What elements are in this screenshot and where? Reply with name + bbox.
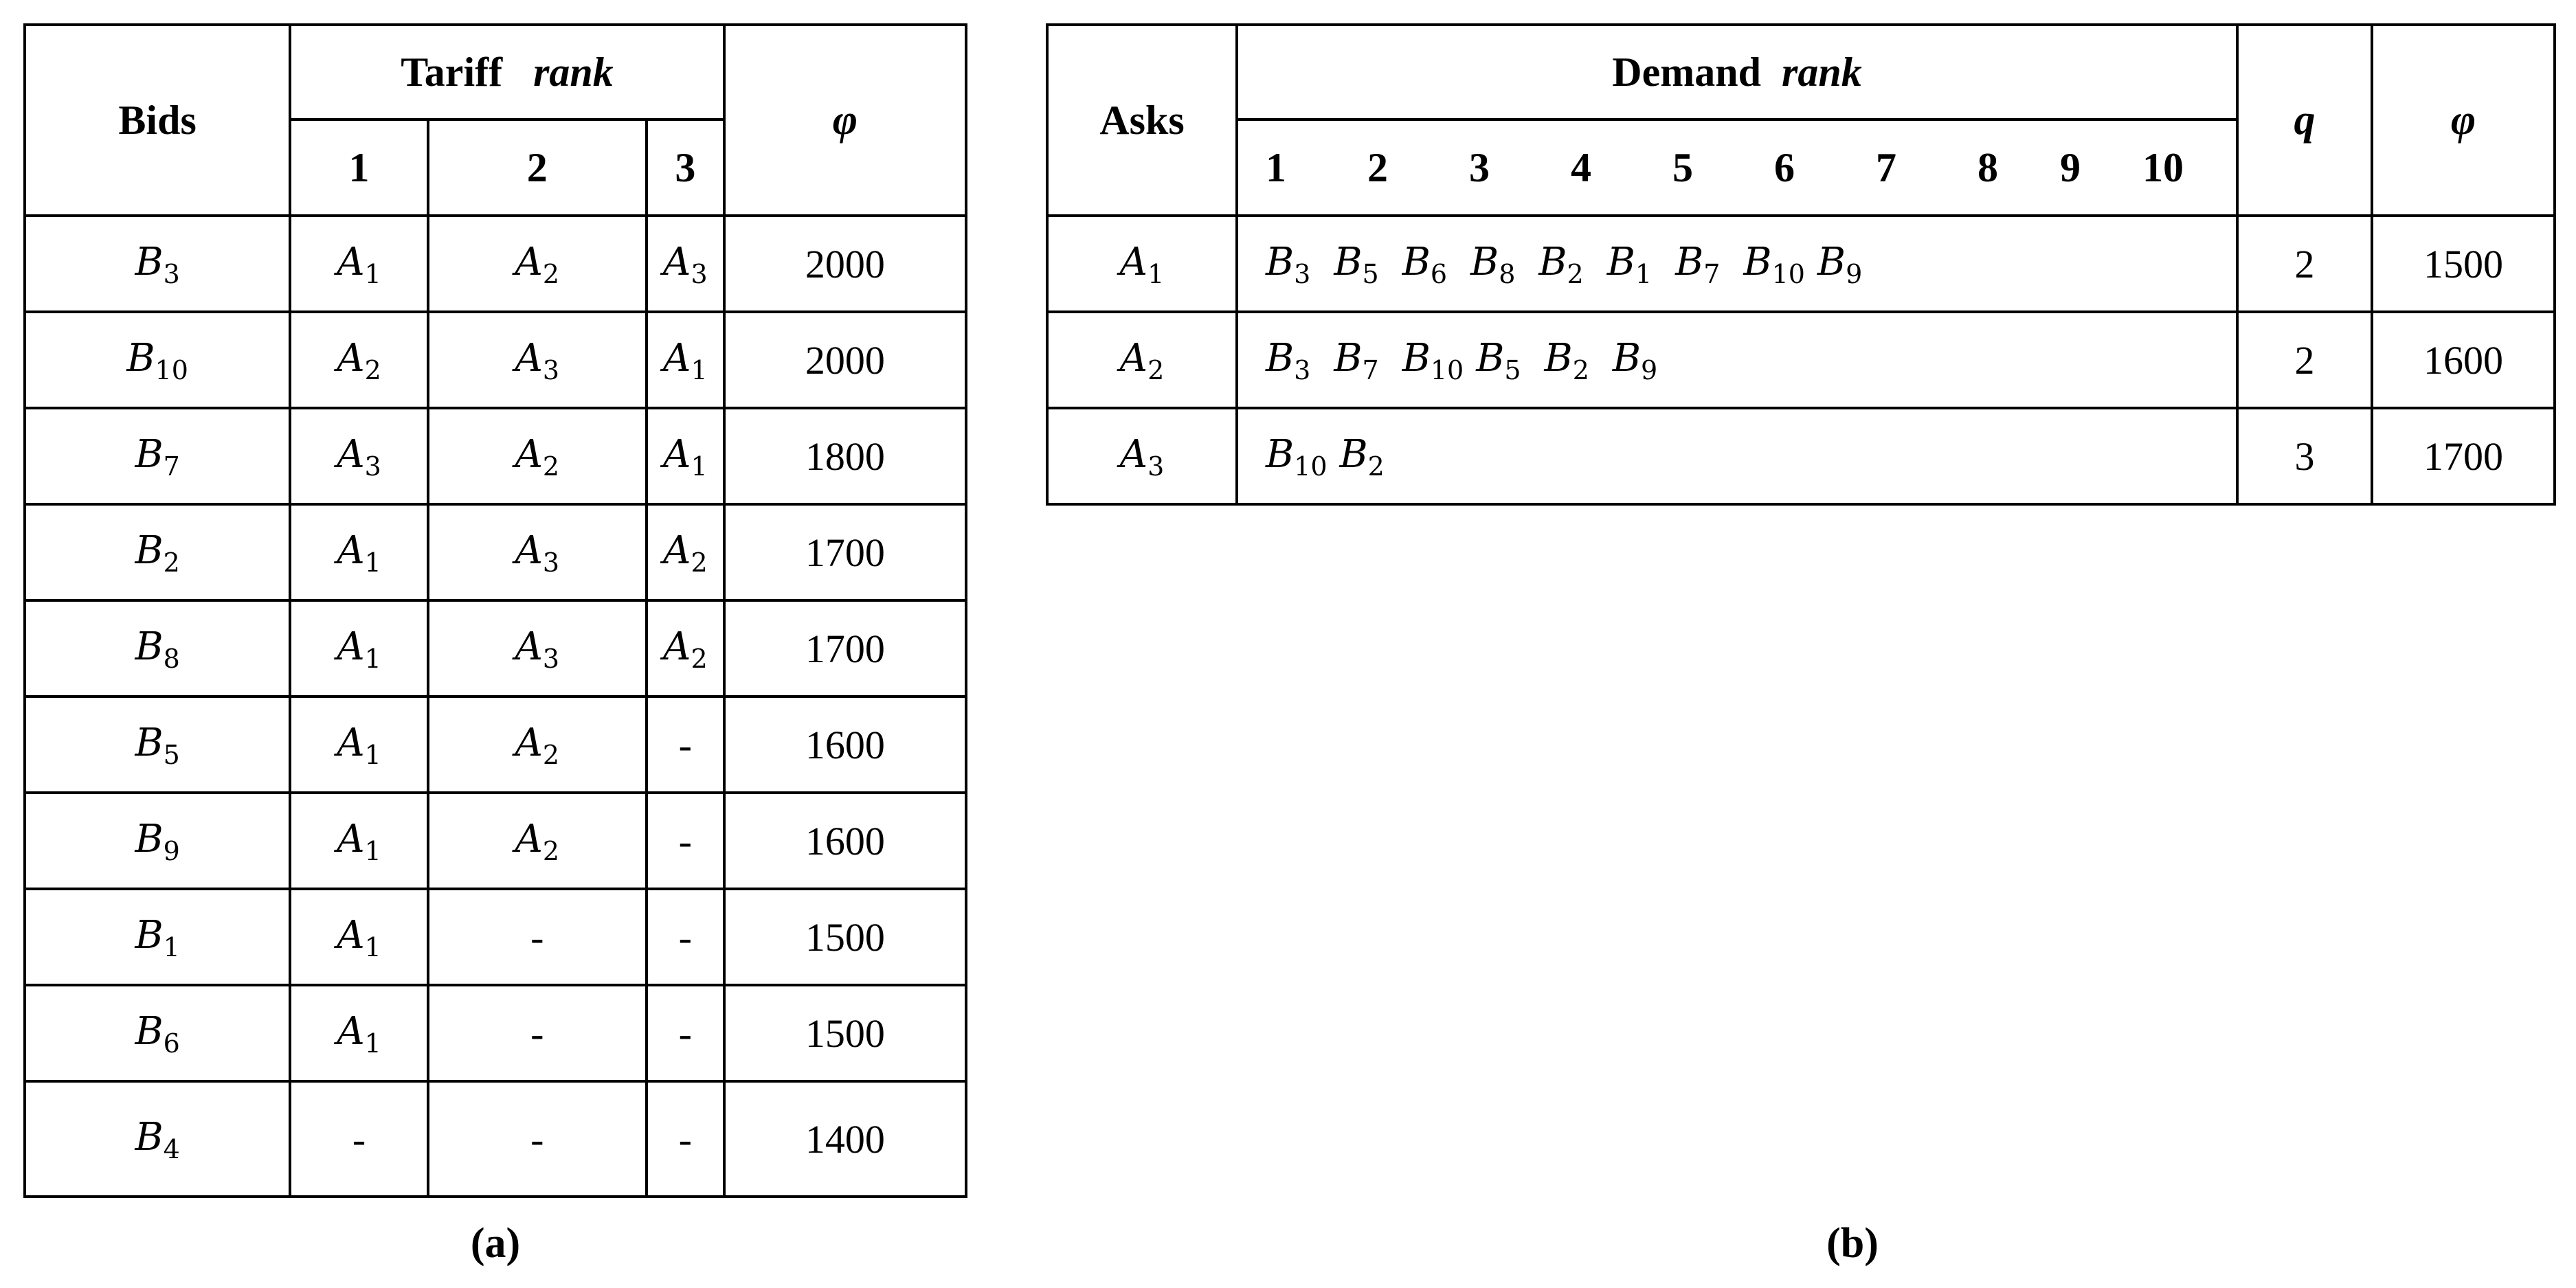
table-row [25, 504, 966, 600]
bids-header: Bids [25, 25, 290, 216]
rank-2-cell: - [428, 985, 647, 1081]
phi-cell: 1600 [2372, 312, 2555, 408]
rank-2-cell: - [428, 1081, 647, 1197]
rank-label: rank [1781, 49, 1862, 95]
demand-item-symbol: $B_3$ [1266, 336, 1311, 385]
rank-label: rank [533, 49, 614, 95]
phi-cell: 1700 [2372, 408, 2555, 504]
demand-rank-table [1046, 23, 2556, 506]
bid-cell [25, 408, 290, 504]
rank-1-cell-symbol: $A_1$ [337, 528, 381, 578]
tariff-rank-col-1: 1 [290, 120, 428, 216]
rank-2-cell [428, 793, 647, 889]
rank-1-cell-symbol: $A_2$ [337, 336, 381, 385]
rank-1-cell [290, 312, 428, 408]
q-cell: 3 [2237, 408, 2372, 504]
demand-list-cell [1237, 408, 2237, 504]
bid-cell-symbol: $B_3$ [135, 240, 180, 289]
rank-3-cell-symbol: $A_1$ [662, 336, 708, 385]
rank-1-cell-symbol: $A_1$ [337, 913, 381, 962]
rank-2-cell-symbol: $A_2$ [515, 432, 560, 482]
tariff-rank-col-2: 2 [428, 120, 647, 216]
phi-header: φ [724, 25, 966, 216]
rank-3-cell [647, 600, 724, 697]
demand-list-cell [1237, 216, 2237, 312]
bid-cell-symbol: $B_4$ [135, 1115, 180, 1164]
bid-cell-symbol: $B_2$ [135, 528, 180, 578]
bid-cell [25, 312, 290, 408]
phi-cell: 1600 [724, 793, 966, 889]
rank-3-cell [647, 216, 724, 312]
ask-symbol: $A_2$ [1119, 336, 1165, 385]
rank-3-cell: - [647, 985, 724, 1081]
bid-cell [25, 697, 290, 793]
rank-2-cell [428, 312, 647, 408]
bid-cell [25, 1081, 290, 1197]
demand-rank-col-5: 5 [1672, 144, 1693, 190]
phi-cell: 1600 [724, 697, 966, 793]
table-row [25, 312, 966, 408]
rank-3-cell-symbol: $A_2$ [662, 624, 708, 674]
demand-item-symbol: $B_2$ [1339, 432, 1385, 482]
bid-cell-symbol: $B_5$ [135, 721, 180, 770]
demand-rank-col-7: 7 [1876, 144, 1896, 190]
bid-cell [25, 216, 290, 312]
rank-2-cell [428, 504, 647, 600]
demand-rank-header [1237, 25, 2237, 120]
phi-cell: 1500 [724, 889, 966, 985]
rank-3-cell: - [647, 1081, 724, 1197]
demand-item-symbol: $B_9$ [1612, 336, 1658, 385]
rank-3-cell-symbol: $A_2$ [662, 528, 708, 578]
table-row [25, 600, 966, 697]
bid-cell-symbol: $B_8$ [135, 624, 180, 674]
tariff-rank-header [290, 25, 724, 120]
ask-symbol: $A_1$ [1119, 240, 1165, 289]
bid-cell-symbol: $B_{10}$ [126, 336, 188, 385]
phi-cell: 1700 [724, 600, 966, 697]
table-row [1047, 216, 2555, 312]
q-header: q [2237, 25, 2372, 216]
demand-item-symbol: $B_5$ [1476, 336, 1521, 385]
demand-rank-col-4: 4 [1571, 144, 1591, 190]
rank-3-cell [647, 408, 724, 504]
rank-1-cell [290, 504, 428, 600]
rank-1-cell-symbol: $A_1$ [337, 1009, 381, 1059]
rank-1-cell [290, 216, 428, 312]
bid-cell [25, 504, 290, 600]
rank-3-cell [647, 504, 724, 600]
demand-item-symbol: $B_7$ [1675, 240, 1721, 289]
rank-2-cell: - [428, 889, 647, 985]
demand-rank-col-9: 9 [2060, 144, 2081, 190]
tariff-rank-col-3: 3 [647, 120, 724, 216]
rank-1-cell: - [290, 1081, 428, 1197]
table-row [25, 216, 966, 312]
demand-rank-col-8: 8 [1978, 144, 1998, 190]
bid-cell [25, 985, 290, 1081]
table-row [25, 793, 966, 889]
table-row [1047, 312, 2555, 408]
demand-rank-col-3: 3 [1469, 144, 1490, 190]
rank-3-cell [647, 312, 724, 408]
demand-item-symbol: $B_2$ [1538, 240, 1584, 289]
table-row [25, 1081, 966, 1197]
rank-2-cell-symbol: $A_3$ [515, 528, 560, 578]
demand-rank-cols [1237, 120, 2237, 216]
phi-cell: 2000 [724, 216, 966, 312]
rank-2-cell [428, 697, 647, 793]
rank-2-cell-symbol: $A_2$ [515, 817, 560, 866]
phi-cell: 1700 [724, 504, 966, 600]
demand-item-symbol: $B_1$ [1606, 240, 1653, 289]
rank-2-cell-symbol: $A_3$ [515, 624, 560, 674]
rank-2-cell-symbol: $A_3$ [515, 336, 560, 385]
rank-1-cell-symbol: $A_1$ [337, 240, 381, 289]
phi-cell: 2000 [724, 312, 966, 408]
bid-cell [25, 889, 290, 985]
rank-1-cell [290, 793, 428, 889]
rank-2-cell [428, 216, 647, 312]
bid-cell-symbol: $B_1$ [135, 913, 180, 962]
ask-symbol: $A_3$ [1119, 432, 1165, 482]
rank-1-cell [290, 985, 428, 1081]
bid-cell [25, 600, 290, 697]
caption-b: (b) [1826, 1220, 1879, 1267]
demand-rank-col-2: 2 [1367, 144, 1388, 190]
phi-cell: 1500 [2372, 216, 2555, 312]
demand-rank-col-6: 6 [1774, 144, 1795, 190]
demand-item-symbol: $B_5$ [1334, 240, 1379, 289]
rank-1-cell-symbol: $A_1$ [337, 721, 381, 770]
rank-3-cell: - [647, 889, 724, 985]
tariff-rank-table [23, 23, 967, 1198]
demand-item-symbol: $B_6$ [1402, 240, 1448, 289]
rank-2-cell [428, 600, 647, 697]
demand-item-symbol: $B_{10}$ [1743, 240, 1805, 289]
rank-2-cell-symbol: $A_2$ [515, 240, 560, 289]
demand-item-symbol: $B_{10}$ [1402, 336, 1464, 385]
rank-1-cell [290, 408, 428, 504]
demand-item-symbol: $B_{10}$ [1266, 432, 1328, 482]
rank-1-cell-symbol: $A_1$ [337, 624, 381, 674]
bid-cell-symbol: $B_9$ [135, 817, 180, 866]
ask-cell [1047, 216, 1237, 312]
table-row [25, 889, 966, 985]
phi-cell: 1400 [724, 1081, 966, 1197]
rank-1-cell [290, 697, 428, 793]
bid-cell [25, 793, 290, 889]
ask-cell [1047, 408, 1237, 504]
rank-2-cell [428, 408, 647, 504]
demand-item-symbol: $B_2$ [1544, 336, 1589, 385]
rank-2-cell-symbol: $A_2$ [515, 721, 560, 770]
rank-3-cell-symbol: $A_3$ [662, 240, 708, 289]
table-row [25, 697, 966, 793]
asks-header: Asks [1047, 25, 1237, 216]
demand-item-symbol: $B_7$ [1334, 336, 1379, 385]
rank-3-cell-symbol: $A_1$ [662, 432, 708, 482]
rank-1-cell [290, 889, 428, 985]
bid-cell-symbol: $B_7$ [135, 432, 180, 482]
rank-1-cell-symbol: $A_1$ [337, 817, 381, 866]
demand-label: Demand [1612, 49, 1761, 95]
table-row [25, 408, 966, 504]
phi-cell: 1500 [724, 985, 966, 1081]
phi-header: φ [2372, 25, 2555, 216]
caption-a: (a) [470, 1220, 521, 1267]
bid-cell-symbol: $B_6$ [135, 1009, 180, 1059]
demand-item-symbol: $B_8$ [1470, 240, 1516, 289]
q-cell: 2 [2237, 312, 2372, 408]
q-cell: 2 [2237, 216, 2372, 312]
phi-cell: 1800 [724, 408, 966, 504]
demand-list-cell [1237, 312, 2237, 408]
rank-3-cell: - [647, 697, 724, 793]
ask-cell [1047, 312, 1237, 408]
rank-3-cell: - [647, 793, 724, 889]
demand-item-symbol: $B_3$ [1266, 240, 1311, 289]
demand-item-symbol: $B_9$ [1817, 240, 1863, 289]
table-row [1047, 408, 2555, 504]
demand-rank-col-10: 10 [2142, 144, 2184, 190]
table-row [25, 985, 966, 1081]
rank-1-cell-symbol: $A_3$ [337, 432, 381, 482]
demand-rank-col-1: 1 [1266, 144, 1286, 190]
tariff-label: Tariff [401, 49, 503, 95]
rank-1-cell [290, 600, 428, 697]
